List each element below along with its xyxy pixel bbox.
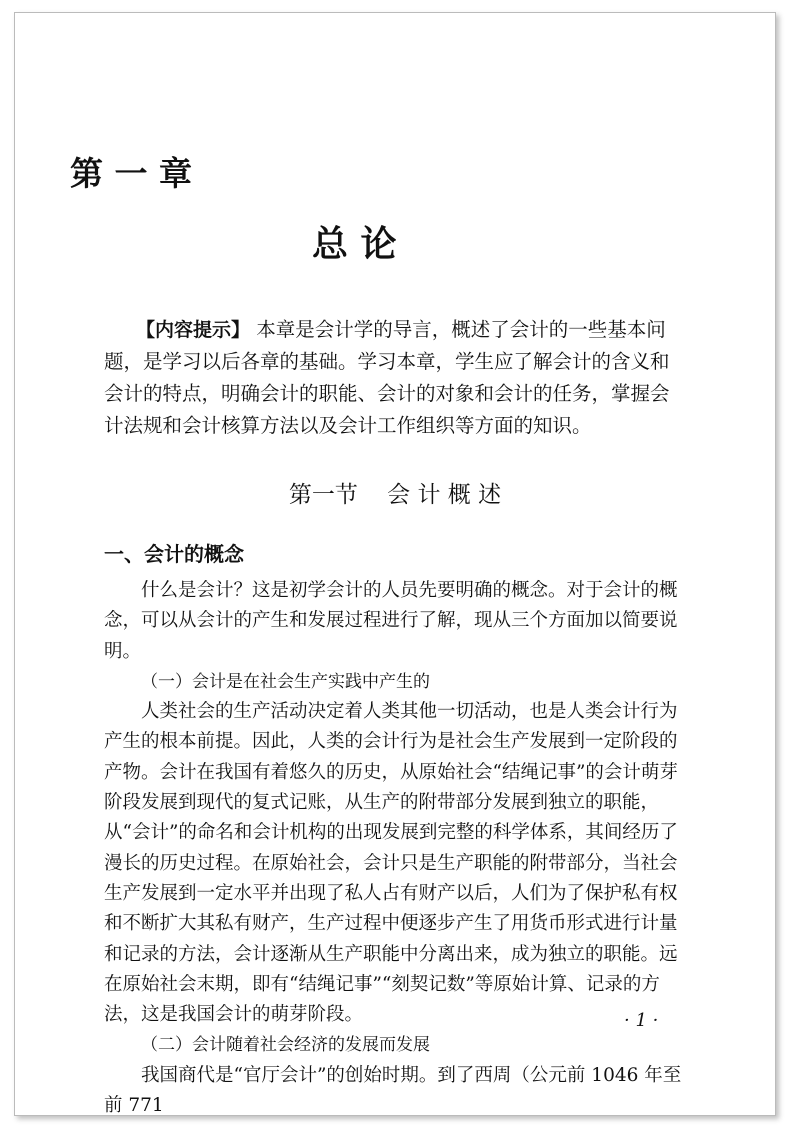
subsection-title: 一、会计的概念 [104,542,244,566]
paragraph-heading: （二）会计随着社会经济的发展而发展 [141,1035,430,1056]
chapter-number: 第 一 章 [70,154,192,193]
summary-text: 本章是会计学的导言，概述了会计的一些基本问题，是学习以后各章的基础。学习本章，学生应了解会计的含义和会计的特点，明确会计的职能、会计的对象和会计的任务，掌握会计法规和会计核算方法以及会计工作组织等方面的知识。 [104,318,670,437]
chapter-title: 总 论 [312,224,397,265]
summary-label: 【内容提示】 [136,319,251,341]
paragraph-heading: （一）会计是在社会生产实践中产生的 [141,671,430,692]
paragraph: 什么是会计？这是初学会计的人员先要明确的概念。对于会计的概念，可以从会计的产生和发展过程进行了解，现从三个方面加以简要说明。 [104,580,678,662]
page-number: · 1 · [624,1010,659,1031]
section-title: 第一节 会 计 概 述 [288,482,502,508]
paragraph: 人类社会的生产活动决定着人类其他一切活动，也是人类会计行为产生的根本前提。因此，人类的会计行为是社会生产发展到一定阶段的产物。会计在我国有着悠久的历史，从原始社会“结绳记事”的会计萌芽阶段发展到现代的复式记账，从生产的附带部分发展到独立的职能，从“会计”的命名和会计机构的出现发展到完整的科学体系，其间经历了漫长的历史过程。在原始社会，会计只是生产职能的附带部分，当社会生产发展到一定水平并出现了私人占有财产以后，人们为了保护私有权和不断扩大其私有财产，生产过程中便逐步产生了用货币形式进行计量和记录的方法，会计逐渐从生产职能中分离出来，成为独立的职能。远在原始社会末期，即有“结绳记事”“刻契记数”等原始计算、记录的方法，这是我国会计的萌芽阶段。 [104,701,678,1026]
content-summary [104,314,670,442]
body-text [104,576,684,1121]
paragraph: 我国商代是“官厅会计”的创始时期。到了西周（公元前 1046 年至前 771 [104,1064,682,1117]
